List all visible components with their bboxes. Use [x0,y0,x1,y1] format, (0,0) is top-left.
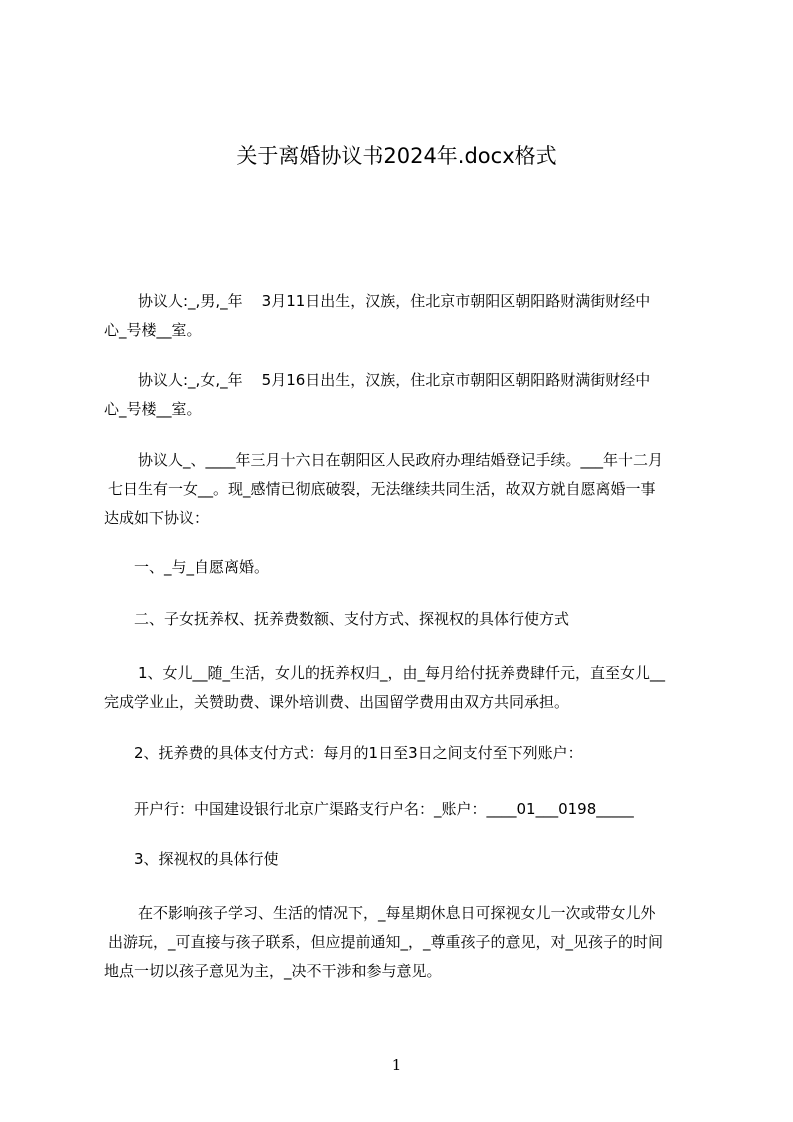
text-line: 一、_与_自愿离婚。 [134,558,270,576]
clause-two-heading [104,605,704,634]
text-line: 协议人:_,女,_年 5月16日出生，汉族，住北京市朝阳区朝阳路财满街财经中 [138,371,651,389]
text-line: 开户行：中国建设银行北京广渠路支行户名：_账户：____01___0198_____ [134,800,634,818]
clause-visitation-heading [104,845,704,874]
text-line: 完成学业止，关赞助费、课外培训费、出国留学费用由双方共同承担。 [104,693,570,711]
text-line: 3、探视权的具体行使 [134,850,279,868]
document-title: 关于离婚协议书2024年.docx格式 [236,144,557,168]
clause-payment-method [104,739,704,768]
clause-visitation-details [104,899,704,986]
text-line: 2、抚养费的具体支付方式：每月的1日至3日之间支付至下列账户： [134,744,583,762]
text-line: 达成如下协议： [104,509,210,527]
page-number: 1 [391,1056,402,1074]
clause-custody [104,659,704,717]
paragraph-party-male [104,287,704,345]
text-line: 在不影响孩子学习、生活的情况下，_每星期休息日可探视女儿一次或带女儿外 [138,904,656,922]
text-line: 出游玩，_可直接与孩子联系，但应提前通知_，_尊重孩子的意见，对_见孩子的时间 [108,933,664,951]
text-line: 七日生有一女__。现_感情已彻底破裂，无法继续共同生活，故双方就自愿离婚一事 [108,480,656,498]
paragraph-marriage-background [104,446,704,533]
bank-account-info [104,795,704,824]
text-line: 1、女儿__随_生活，女儿的抚养权归_，由_每月给付抚养费肆仟元，直至女儿__ [138,664,666,682]
text-line: 协议人_、____年三月十六日在朝阳区人民政府办理结婚登记手续。___年十二月 [138,451,664,469]
clause-one [104,553,704,582]
text-line: 协议人:_,男,_年 3月11日出生，汉族，住北京市朝阳区朝阳路财满街财经中 [138,292,651,310]
paragraph-party-female [104,366,704,424]
text-line: 地点一切以孩子意见为主，_决不干涉和参与意见。 [104,962,442,980]
text-line: 二、子女抚养权、抚养费数额、支付方式、探视权的具体行使方式 [134,610,570,628]
text-line: 心_号楼__室。 [104,400,202,418]
text-line: 心_号楼__室。 [104,321,202,339]
